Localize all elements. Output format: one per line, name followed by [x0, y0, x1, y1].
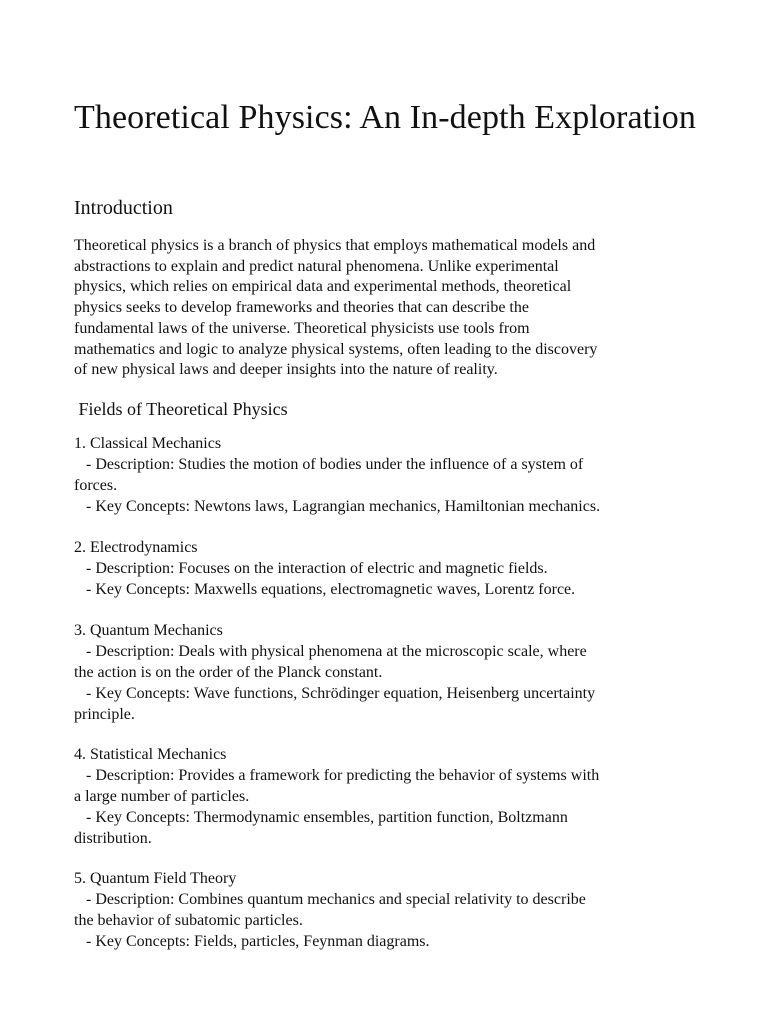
intro-line: Theoretical physics is a branch of physics that employs mathematical models and: [74, 237, 596, 254]
intro-line: abstractions to explain and predict natural phenomena. Unlike experimental: [74, 257, 559, 275]
field-description-continued: forces.: [74, 477, 118, 494]
intro-line: physics seeks to develop frameworks and theories that can describe the: [74, 299, 529, 317]
field-description-continued: a large number of particles.: [74, 788, 250, 805]
field-description: - Description: Provides a framework for predicting the behavior of systems with: [74, 767, 600, 784]
introduction-heading: Introduction: [74, 197, 173, 219]
field-key-concepts: - Key Concepts: Thermodynamic ensembles, partition function, Boltzmann: [74, 809, 568, 826]
field-title: 1. Classical Mechanics: [74, 435, 222, 452]
field-key-concepts: - Key Concepts: Newtons laws, Lagrangian mechanics, Hamiltonian mechanics.: [74, 498, 601, 515]
field-title: 5. Quantum Field Theory: [74, 870, 237, 887]
field-description: - Description: Deals with physical phenomena at the microscopic scale, where: [74, 643, 587, 660]
intro-line: of new physical laws and deeper insights into the nature of reality.: [74, 361, 498, 379]
intro-line: mathematics and logic to analyze physical systems, often leading to the discovery: [74, 340, 598, 358]
intro-line: physics, which relies on empirical data and experimental methods, theoretical: [74, 278, 572, 296]
field-description-continued: the action is on the order of the Planck constant.: [74, 664, 383, 681]
field-title: 4. Statistical Mechanics: [74, 746, 227, 763]
field-description: - Description: Focuses on the interaction of electric and magnetic fields.: [74, 560, 548, 577]
field-key-concepts: - Key Concepts: Maxwells equations, electromagnetic waves, Lorentz force.: [74, 581, 576, 598]
intro-line: fundamental laws of the universe. Theoretical physicists use tools from: [74, 319, 530, 337]
field-key-concepts-continued: principle.: [74, 706, 135, 723]
field-description: - Description: Studies the motion of bodies under the influence of a system of: [74, 456, 584, 473]
field-key-concepts: - Key Concepts: Fields, particles, Feynman diagrams.: [74, 933, 430, 950]
introduction-paragraph: [74, 236, 714, 381]
field-description-continued: the behavior of subatomic particles.: [74, 912, 303, 929]
field-key-concepts: - Key Concepts: Wave functions, Schrödinger equation, Heisenberg uncertainty: [74, 685, 596, 702]
field-key-concepts-continued: distribution.: [74, 830, 152, 847]
field-title: 2. Electrodynamics: [74, 539, 198, 556]
document-title: Theoretical Physics: An In-depth Exploration: [74, 99, 696, 136]
field-description: - Description: Combines quantum mechanics and special relativity to describe: [74, 891, 586, 908]
field-title: 3. Quantum Mechanics: [74, 622, 223, 639]
fields-heading: Fields of Theoretical Physics: [74, 399, 288, 419]
